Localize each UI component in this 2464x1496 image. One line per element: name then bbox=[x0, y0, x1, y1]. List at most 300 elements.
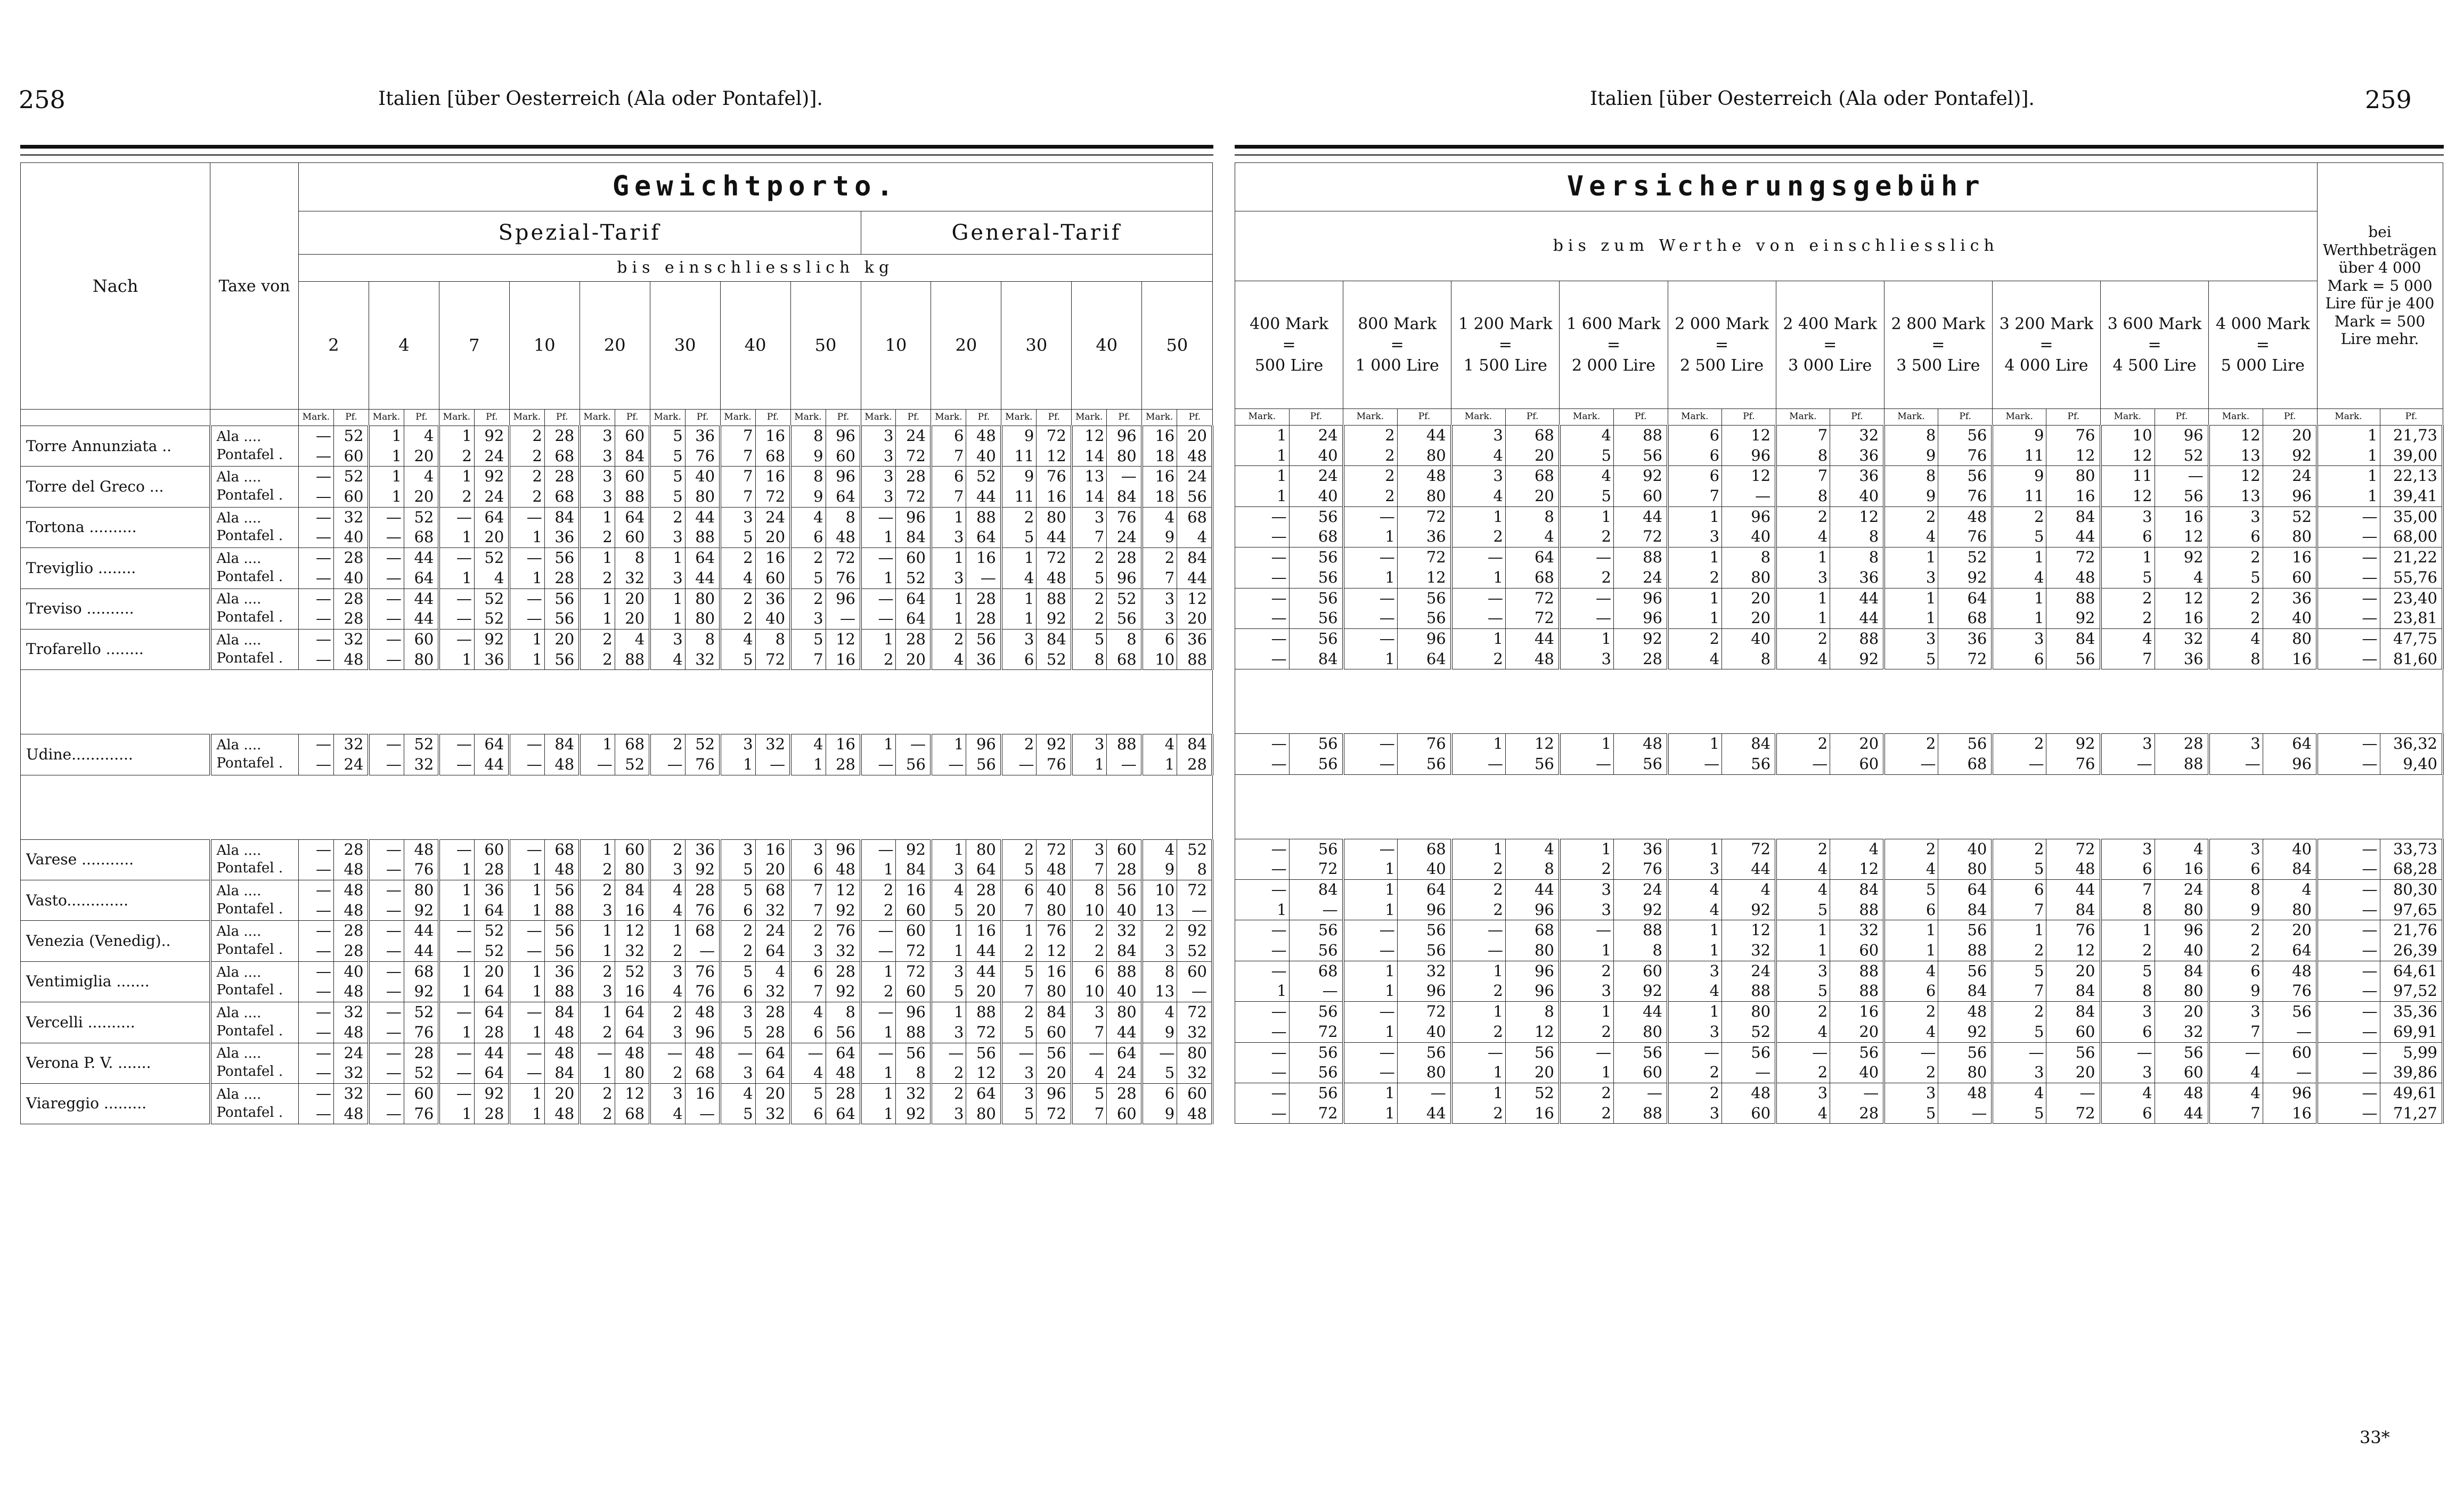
value-line: 52 bbox=[976, 467, 996, 486]
pf-value bbox=[2155, 1042, 2209, 1083]
value-line: — bbox=[1755, 1063, 1771, 1082]
value-line: 52 bbox=[484, 942, 504, 960]
value-line: 44 bbox=[2183, 1103, 2204, 1122]
value-line: — bbox=[386, 650, 402, 668]
mark-value bbox=[2101, 547, 2155, 588]
value-line: 5 bbox=[743, 1104, 753, 1123]
mark-value bbox=[790, 1002, 826, 1043]
insured-value-6 bbox=[1776, 281, 1884, 409]
value-line: — bbox=[1271, 1022, 1287, 1041]
value-line: — bbox=[1379, 921, 1395, 939]
insured-value-1 bbox=[1235, 281, 1343, 409]
value-line: — bbox=[315, 427, 331, 445]
value-line: 3 bbox=[602, 467, 613, 486]
value-line: 2 bbox=[1164, 921, 1175, 940]
value-line: 44 bbox=[1643, 507, 1662, 526]
value-line: 84 bbox=[2183, 961, 2204, 980]
value-line: 68 bbox=[414, 962, 434, 980]
value-line: 60 bbox=[414, 630, 434, 648]
insured-value-line: 2 800 Mark bbox=[1891, 315, 1986, 333]
value-line: 5 bbox=[1024, 1023, 1034, 1041]
value-line: 4 bbox=[813, 735, 823, 754]
value-line: — bbox=[386, 1084, 402, 1102]
mark-value bbox=[1884, 1083, 1938, 1123]
value-line: 2 bbox=[673, 1003, 683, 1021]
value-line: 56 bbox=[1318, 921, 1338, 939]
mark-value bbox=[369, 507, 404, 547]
pf-value bbox=[896, 734, 931, 775]
mark-value bbox=[439, 467, 474, 507]
value-line: 92 bbox=[695, 860, 715, 879]
value-line: 88 bbox=[976, 1003, 996, 1021]
value-line: 60 bbox=[1187, 962, 1207, 980]
table-row bbox=[1235, 1083, 2443, 1123]
value-line: 72 bbox=[1534, 588, 1554, 607]
value-line: 7 bbox=[1709, 487, 1720, 505]
value-line: 80 bbox=[414, 650, 434, 668]
table-row bbox=[1235, 628, 2443, 669]
pf-value bbox=[2046, 1083, 2101, 1123]
pf-value bbox=[896, 1083, 931, 1124]
value-line: 1 bbox=[462, 860, 472, 879]
value-line: 12 bbox=[836, 630, 855, 648]
value-line: 68 bbox=[554, 487, 575, 506]
mark-value bbox=[720, 629, 755, 669]
value-line: 7 bbox=[2250, 1022, 2261, 1041]
value-line: — bbox=[1595, 754, 1611, 773]
value-line: 1 bbox=[1709, 734, 1720, 753]
mark-value bbox=[1884, 839, 1938, 879]
value-line: — bbox=[878, 549, 894, 567]
pf-unit: Pf. bbox=[2046, 409, 2101, 426]
value-line: — bbox=[1121, 467, 1137, 486]
value-line: 68 bbox=[1534, 426, 1554, 444]
mark-value bbox=[299, 1083, 334, 1124]
value-line: 64,61 bbox=[2393, 961, 2437, 980]
value-line: — bbox=[2136, 1043, 2152, 1061]
pf-unit: Pf. bbox=[755, 410, 790, 426]
insured-value-line: 1 000 Lire bbox=[1355, 356, 1439, 375]
value-line: 3 bbox=[1709, 527, 1720, 546]
pf-value bbox=[2155, 734, 2209, 774]
mark-value bbox=[1142, 839, 1177, 880]
pf-value bbox=[2263, 839, 2317, 879]
value-line: 96 bbox=[1426, 629, 1446, 648]
mark-value bbox=[720, 734, 755, 775]
mark-value bbox=[931, 1083, 966, 1124]
value-line: 88 bbox=[1643, 1103, 1662, 1122]
pf-value bbox=[615, 1002, 650, 1043]
value-line: — bbox=[878, 1043, 894, 1062]
mark-value bbox=[650, 961, 685, 1002]
value-line: 60 bbox=[414, 1084, 434, 1102]
value-line: 1 bbox=[1493, 839, 1503, 858]
pf-value bbox=[544, 507, 580, 547]
value-line: 5 bbox=[1024, 1104, 1034, 1123]
value-line: 2 bbox=[1601, 860, 1611, 878]
value-line: 2 bbox=[673, 735, 683, 754]
value-line: 2 bbox=[1493, 1022, 1503, 1041]
insured-value-line: 3 600 Mark bbox=[2107, 315, 2202, 333]
value-line: 28 bbox=[765, 1023, 786, 1041]
value-line: 16 bbox=[1859, 1002, 1879, 1021]
value-line: — bbox=[315, 589, 331, 608]
running-head-right: Italien [über Oesterreich (Ala oder Pontafel)]. bbox=[1590, 88, 2035, 110]
pf-value bbox=[404, 1083, 439, 1124]
mark-value bbox=[1776, 628, 1830, 669]
value-line: 2 bbox=[2250, 941, 2261, 960]
value-line: 3 bbox=[2142, 507, 2152, 526]
mark-value bbox=[650, 507, 685, 547]
pf-value bbox=[1397, 1002, 1451, 1042]
mark-value bbox=[1776, 734, 1830, 774]
value-line: 40 bbox=[344, 528, 364, 546]
value-line: 88 bbox=[1187, 650, 1207, 668]
pf-value bbox=[2380, 426, 2443, 466]
table-row bbox=[1235, 466, 2443, 506]
insured-value-line: 1 200 Mark bbox=[1458, 315, 1553, 333]
pf-value bbox=[1177, 548, 1212, 588]
value-line: 4 bbox=[2034, 568, 2044, 586]
value-line: — bbox=[948, 755, 964, 773]
mark-value bbox=[1560, 734, 1614, 774]
value-line: 36 bbox=[765, 589, 786, 608]
mark-value bbox=[1560, 588, 1614, 628]
value-line: 9 bbox=[2250, 982, 2261, 1000]
value-line: 72 bbox=[1426, 507, 1446, 526]
value-line: 48 bbox=[1643, 734, 1662, 753]
value-line: 88 bbox=[1116, 962, 1137, 980]
value-line: 24 bbox=[344, 755, 364, 773]
value-line: — bbox=[1271, 507, 1287, 526]
value-line: 12 bbox=[836, 881, 855, 899]
route-label: Pontafel . bbox=[216, 650, 283, 666]
destination-name: Torre del Greco ... bbox=[21, 467, 210, 507]
mark-value bbox=[1142, 1043, 1177, 1083]
value-line: 4 bbox=[953, 881, 964, 899]
value-line: — bbox=[315, 528, 331, 546]
mark-value bbox=[861, 1002, 896, 1043]
value-line: 12 bbox=[2240, 467, 2261, 485]
value-line: 3 bbox=[2250, 1002, 2261, 1021]
mark-value bbox=[1072, 921, 1107, 961]
mark-value bbox=[931, 507, 966, 547]
pf-value bbox=[2046, 466, 2101, 506]
value-line: 8 bbox=[2142, 982, 2152, 1000]
value-line: — bbox=[1271, 588, 1287, 607]
value-line: 1 bbox=[391, 487, 402, 506]
pf-value bbox=[1505, 506, 1560, 547]
value-line: 40 bbox=[1751, 629, 1771, 648]
value-line: — bbox=[1121, 755, 1137, 773]
mark-value bbox=[439, 1043, 474, 1083]
value-line: 1 bbox=[532, 568, 542, 587]
pf-value bbox=[826, 588, 861, 629]
value-line: 2 bbox=[813, 549, 823, 567]
value-line: 76 bbox=[1967, 487, 1987, 505]
value-line: 3 bbox=[2142, 1063, 2152, 1082]
taxe-von-header: Taxe von bbox=[210, 163, 299, 410]
pf-value bbox=[544, 1043, 580, 1083]
value-line: 3 bbox=[1164, 942, 1175, 960]
value-line: 5,99 bbox=[2403, 1043, 2437, 1061]
mark-value bbox=[2209, 961, 2263, 1001]
mark-value bbox=[1142, 734, 1177, 775]
mark-value bbox=[650, 426, 685, 467]
value-line: 48 bbox=[1967, 507, 1987, 526]
value-line: 4 bbox=[1817, 527, 1828, 546]
taxe-von-cell bbox=[210, 629, 299, 669]
pf-value bbox=[1613, 547, 1668, 588]
pf-value bbox=[1830, 588, 1884, 628]
mark-value bbox=[790, 629, 826, 669]
value-line: 96 bbox=[1751, 507, 1771, 526]
mark-value bbox=[650, 588, 685, 629]
pf-value bbox=[333, 588, 369, 629]
pf-value bbox=[1037, 1083, 1072, 1124]
value-line: — bbox=[1379, 548, 1395, 567]
value-line: 20 bbox=[2075, 1063, 2095, 1082]
mark-value bbox=[2209, 628, 2263, 669]
pf-value bbox=[1938, 1002, 1993, 1042]
value-line: 21,22 bbox=[2393, 548, 2437, 567]
pf-value bbox=[2046, 920, 2101, 961]
value-line: 1 bbox=[1709, 507, 1720, 526]
mark-value bbox=[1451, 588, 1506, 628]
value-line: 2 bbox=[1601, 527, 1611, 546]
value-line: 1 bbox=[462, 901, 472, 919]
mark-value bbox=[509, 1083, 544, 1124]
value-line: 8 bbox=[1925, 426, 1936, 444]
taxe-von-cell bbox=[210, 921, 299, 961]
value-line: 52 bbox=[625, 755, 645, 773]
value-line: 4 bbox=[673, 881, 683, 899]
value-line: 64 bbox=[765, 1043, 786, 1062]
value-line: 80 bbox=[695, 589, 715, 608]
taxe-von-cell bbox=[210, 1002, 299, 1043]
value-line: 44 bbox=[414, 589, 434, 608]
mark-value bbox=[931, 1043, 966, 1083]
mark-value bbox=[1142, 1002, 1177, 1043]
mark-value bbox=[2101, 426, 2155, 466]
value-line: 5 bbox=[743, 1023, 753, 1041]
pf-value bbox=[2380, 1002, 2443, 1042]
value-line: 60 bbox=[906, 982, 926, 1001]
value-line: 7 bbox=[953, 446, 964, 465]
value-line: — bbox=[526, 549, 542, 567]
value-line: 56 bbox=[1643, 754, 1662, 773]
spezial-tarif-header: Spezial-Tarif bbox=[299, 211, 861, 255]
value-line: 88 bbox=[1859, 982, 1879, 1000]
value-line: — bbox=[1863, 1083, 1879, 1102]
mark-value bbox=[369, 426, 404, 467]
value-line: 4 bbox=[494, 568, 504, 587]
value-line: 2 bbox=[743, 609, 753, 628]
value-line: 88 bbox=[1643, 921, 1662, 939]
pf-value bbox=[1037, 629, 1072, 669]
mark-value bbox=[1343, 547, 1398, 588]
value-line: 6 bbox=[1925, 900, 1936, 919]
mark-unit: Mark. bbox=[2209, 409, 2263, 426]
pf-value bbox=[2046, 547, 2101, 588]
spezial-weight-30: 30 bbox=[650, 282, 720, 410]
pf-value bbox=[2263, 880, 2317, 920]
value-line: 1 bbox=[462, 650, 472, 668]
value-line: 48 bbox=[414, 840, 434, 859]
value-line: — bbox=[980, 568, 996, 587]
value-line: 3 bbox=[743, 508, 753, 526]
value-line: 1 bbox=[673, 609, 683, 628]
insured-value-line: 2 000 Mark bbox=[1675, 315, 1769, 333]
value-line: 5 bbox=[1601, 487, 1611, 505]
mark-value bbox=[650, 734, 685, 775]
pf-value bbox=[2155, 588, 2209, 628]
pf-value bbox=[1107, 1083, 1142, 1124]
pf-value bbox=[1107, 588, 1142, 629]
mark-value bbox=[2209, 734, 2263, 774]
value-line: 3 bbox=[2250, 507, 2261, 526]
value-line: 5 bbox=[2142, 961, 2152, 980]
value-line: 32 bbox=[906, 1084, 926, 1102]
mark-value bbox=[1668, 1002, 1722, 1042]
value-line: 56 bbox=[1116, 881, 1137, 899]
value-line: 52 bbox=[2183, 446, 2204, 464]
value-line: 48 bbox=[2183, 1083, 2204, 1102]
value-line: 20 bbox=[1859, 734, 1879, 753]
route-label: Pontafel . bbox=[216, 755, 283, 771]
value-line: 2 bbox=[1493, 527, 1503, 546]
value-line: 56 bbox=[1643, 446, 1662, 464]
route-label: Ala .... bbox=[216, 1005, 262, 1021]
mark-value bbox=[1668, 1083, 1722, 1123]
mark-value bbox=[369, 880, 404, 921]
pf-value bbox=[1177, 961, 1212, 1002]
value-line: 40 bbox=[2292, 609, 2312, 627]
value-line: — bbox=[699, 942, 715, 960]
value-line: 56 bbox=[1318, 588, 1338, 607]
value-line: 52 bbox=[1967, 548, 1987, 567]
value-line: 84 bbox=[554, 508, 575, 526]
value-line: 28 bbox=[906, 467, 926, 486]
value-line: 44 bbox=[2075, 880, 2095, 898]
pf-value bbox=[826, 467, 861, 507]
value-line: 4 bbox=[813, 508, 823, 526]
taxe-von-cell bbox=[210, 467, 299, 507]
mark-value bbox=[1235, 547, 1290, 588]
table-row bbox=[1235, 1002, 2443, 1042]
mark-value bbox=[1776, 880, 1830, 920]
value-line: 6 bbox=[1709, 446, 1720, 464]
value-line: 56 bbox=[1318, 839, 1338, 858]
value-line: 2 bbox=[532, 446, 542, 465]
mark-value bbox=[369, 1043, 404, 1083]
value-line: 16 bbox=[976, 549, 996, 567]
value-line: 96 bbox=[2292, 754, 2312, 773]
value-line: 12 bbox=[2183, 527, 2204, 546]
value-line: 16 bbox=[765, 840, 786, 859]
pf-value bbox=[1938, 734, 1993, 774]
value-line: 8 bbox=[813, 427, 823, 445]
value-line: 72 bbox=[765, 650, 786, 668]
value-line: 2 bbox=[1709, 1063, 1720, 1082]
value-line: 3 bbox=[813, 840, 823, 859]
value-line: — bbox=[386, 1064, 402, 1082]
value-line: 72 bbox=[1426, 548, 1446, 567]
pf-value bbox=[1505, 426, 1560, 466]
pf-value bbox=[1938, 920, 1993, 961]
value-line: 2 bbox=[2250, 609, 2261, 627]
mark-value bbox=[2209, 1042, 2263, 1083]
mark-value bbox=[1142, 961, 1177, 1002]
value-line: 6 bbox=[1709, 426, 1720, 444]
value-line: 84 bbox=[1187, 735, 1207, 754]
mark-value bbox=[2101, 1042, 2155, 1083]
value-line: 4 bbox=[1709, 649, 1720, 668]
mark-value bbox=[1451, 628, 1506, 669]
value-line: 96 bbox=[836, 427, 855, 445]
value-line: — bbox=[456, 1064, 472, 1082]
value-line: 2 bbox=[813, 921, 823, 940]
mark-value bbox=[439, 839, 474, 880]
value-line: — bbox=[1271, 568, 1287, 586]
destination-name: Tortona .......... bbox=[21, 507, 210, 547]
spacer-cell bbox=[1235, 669, 2443, 734]
mark-value bbox=[1992, 920, 2046, 961]
value-line: — bbox=[1271, 609, 1287, 627]
value-line: 40 bbox=[1318, 446, 1338, 464]
value-line: 3 bbox=[673, 630, 683, 648]
mark-unit: Mark. bbox=[1668, 409, 1722, 426]
value-line: 84 bbox=[1187, 549, 1207, 567]
value-line: 12 bbox=[1187, 589, 1207, 608]
pf-value bbox=[1505, 961, 1560, 1001]
insured-value-line: = bbox=[1498, 336, 1512, 354]
value-line: — bbox=[315, 901, 331, 919]
value-line: 76 bbox=[414, 1104, 434, 1123]
pf-value bbox=[966, 1043, 1001, 1083]
value-line: 5 bbox=[2034, 860, 2044, 878]
value-line: 80,30 bbox=[2393, 880, 2437, 898]
value-line: 36 bbox=[1859, 467, 1879, 485]
value-line: 7 bbox=[813, 650, 823, 668]
insured-value-2 bbox=[1343, 281, 1451, 409]
value-line: — bbox=[1595, 588, 1611, 607]
value-line: 6 bbox=[743, 901, 753, 919]
value-line: 48 bbox=[836, 860, 855, 879]
mark-value bbox=[1235, 466, 1290, 506]
value-line: 7 bbox=[1024, 982, 1034, 1001]
mark-value bbox=[1343, 506, 1398, 547]
table-row bbox=[1235, 734, 2443, 774]
pf-value bbox=[685, 588, 720, 629]
value-line: 56 bbox=[1318, 609, 1338, 627]
value-line: 16 bbox=[1155, 467, 1175, 486]
pf-value bbox=[1613, 426, 1668, 466]
value-line: 60 bbox=[2292, 1043, 2312, 1061]
value-line: 48 bbox=[695, 1043, 715, 1062]
pf-value bbox=[1722, 506, 1776, 547]
mark-value bbox=[1235, 1083, 1290, 1123]
value-line: 96 bbox=[1116, 427, 1137, 445]
pf-unit: Pf. bbox=[1505, 409, 1560, 426]
pf-value bbox=[1722, 1083, 1776, 1123]
value-line: 60 bbox=[344, 446, 364, 465]
pf-value bbox=[544, 467, 580, 507]
value-line: 3 bbox=[953, 962, 964, 980]
value-line: 56 bbox=[554, 609, 575, 628]
value-line: 32 bbox=[625, 568, 645, 587]
value-line: 36 bbox=[2292, 588, 2312, 607]
